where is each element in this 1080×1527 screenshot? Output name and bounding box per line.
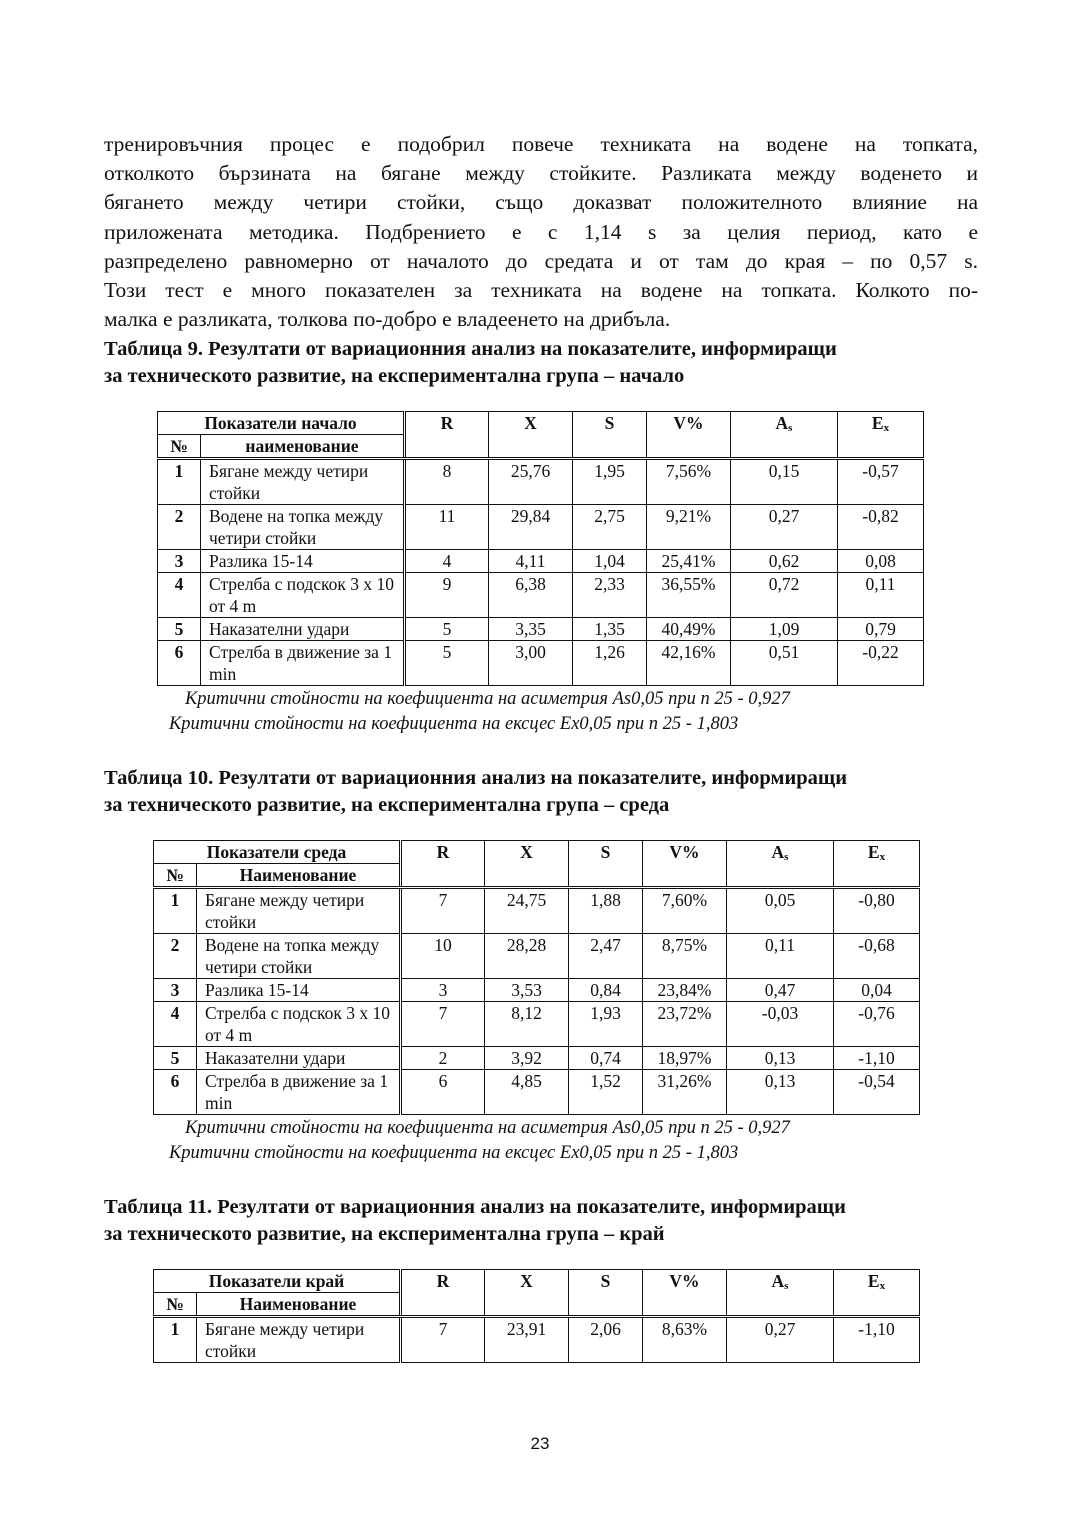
value-r: 3 (401, 979, 485, 1002)
value-ex: -1,10 (834, 1047, 920, 1070)
header-row (158, 412, 924, 435)
value-ex: 0,79 (838, 618, 924, 641)
value-x: 3,92 (485, 1047, 569, 1070)
value-v: 7,60% (643, 888, 727, 934)
col-v-header: V% (643, 841, 727, 888)
col-as-header-letter: A (771, 1271, 785, 1292)
value-s: 2,47 (569, 934, 643, 979)
value-v: 40,49% (647, 618, 731, 641)
row-number: 1 (158, 459, 201, 505)
value-as: 0,51 (731, 641, 838, 686)
value-as: 0,11 (727, 934, 834, 979)
value-x: 3,00 (489, 641, 573, 686)
value-ex: -0,80 (834, 888, 920, 934)
value-ex: -0,68 (834, 934, 920, 979)
table10-caption: Таблица 10. Резултати от вариационния анализ на показателите, информиращи за техническото развитие, на експериментална група – среда (104, 767, 848, 817)
value-x: 8,12 (485, 1002, 569, 1047)
value-x: 23,91 (485, 1317, 569, 1363)
value-ex: -0,54 (834, 1070, 920, 1115)
indicator-name: Наказателни удари (201, 618, 405, 641)
value-s: 1,93 (569, 1002, 643, 1047)
value-x: 6,38 (489, 573, 573, 618)
table-row (154, 1002, 920, 1047)
number-header: № (158, 435, 201, 459)
value-r: 5 (405, 618, 489, 641)
value-s: 2,75 (573, 505, 647, 550)
col-ex-header-subscript: x (879, 1280, 886, 1293)
indicator-name: Бягане между четири стойки (197, 888, 401, 934)
row-number: 2 (158, 505, 201, 550)
header-row (154, 841, 920, 864)
col-ex-header-letter: E (867, 1271, 880, 1292)
value-r: 11 (405, 505, 489, 550)
value-v: 18,97% (643, 1047, 727, 1070)
value-v: 42,16% (647, 641, 731, 686)
value-s: 1,35 (573, 618, 647, 641)
value-as: 0,05 (727, 888, 834, 934)
paragraph-line: приложената методика. Подбрението е с 1,14 s за целия период, като е (104, 219, 978, 244)
document-page (104, 130, 978, 1363)
col-v-header: V% (647, 412, 731, 459)
paragraph-line: малка е разликата, толкова по-добро е владеенето на дрибъла. (104, 307, 671, 332)
value-v: 31,26% (643, 1070, 727, 1115)
col-v-header: V% (643, 1270, 727, 1317)
table9-caption: Таблица 9. Резултати от вариационния анализ на показателите, информиращи за техническото развитие, на експериментална група – начало (104, 338, 837, 388)
paragraph-line: разпределено равномерно от началото до средата и от там до края – по 0,57 s. (104, 248, 978, 273)
col-r-header: R (401, 1270, 485, 1317)
value-x: 24,75 (485, 888, 569, 934)
table9-container (157, 411, 978, 686)
col-ex-header-letter: E (867, 842, 880, 863)
col-as-header (731, 412, 838, 459)
value-v: 23,84% (643, 979, 727, 1002)
col-s-header: S (573, 412, 647, 459)
table11-container (153, 1269, 978, 1363)
col-s-header: S (569, 1270, 643, 1317)
table-row (158, 550, 924, 573)
value-as: 0,62 (731, 550, 838, 573)
group-header: Показатели среда (154, 841, 401, 864)
paragraph-line: отколкото бързината на бягане между стойките. Разликата между воденето и (104, 161, 978, 186)
col-as-header (727, 841, 834, 888)
header-row (154, 1270, 920, 1293)
indicator-name: Стрелба в движение за 1 min (201, 641, 405, 686)
indicator-name: Водене на топка между четири стойки (201, 505, 405, 550)
value-ex: -0,76 (834, 1002, 920, 1047)
value-as: 0,27 (731, 505, 838, 550)
col-ex-header-letter: E (871, 413, 884, 434)
col-as-header-subscript: s (788, 422, 793, 435)
table-row (154, 1317, 920, 1363)
value-as: 0,27 (727, 1317, 834, 1363)
value-r: 7 (401, 1002, 485, 1047)
value-r: 2 (401, 1047, 485, 1070)
row-number: 1 (154, 888, 197, 934)
value-ex: 0,04 (834, 979, 920, 1002)
value-x: 25,76 (489, 459, 573, 505)
value-s: 0,74 (569, 1047, 643, 1070)
value-s: 1,88 (569, 888, 643, 934)
table-row (158, 573, 924, 618)
indicator-name: Бягане между четири стойки (201, 459, 405, 505)
row-number: 4 (154, 1002, 197, 1047)
table10-grid (153, 840, 920, 1115)
value-s: 1,26 (573, 641, 647, 686)
value-s: 1,04 (573, 550, 647, 573)
value-as: 0,13 (727, 1047, 834, 1070)
group-header: Показатели край (154, 1270, 401, 1293)
indicator-name: Стрелба в движение за 1 min (197, 1070, 401, 1115)
row-number: 5 (158, 618, 201, 641)
value-v: 23,72% (643, 1002, 727, 1047)
value-s: 2,06 (569, 1317, 643, 1363)
value-ex: 0,11 (838, 573, 924, 618)
name-header: Наименование (197, 1293, 401, 1317)
paragraph-line: бягането между четири стойки, също доказват положителното влияние на (104, 190, 978, 215)
value-ex: -0,57 (838, 459, 924, 505)
value-ex: -1,10 (834, 1317, 920, 1363)
row-number: 6 (158, 641, 201, 686)
name-header: наименование (201, 435, 405, 459)
table11-caption: Таблица 11. Резултати от вариационния анализ на показателите, информиращи за техническото развитие, на експериментална група – край (104, 1196, 846, 1246)
indicator-name: Разлика 15-14 (201, 550, 405, 573)
value-as: 0,13 (727, 1070, 834, 1115)
paragraph-line: Този тест е много показателен за техниката на водене на топката. Колкото по- (104, 278, 978, 303)
number-header: № (154, 864, 197, 888)
row-number: 1 (154, 1317, 197, 1363)
page-number: 23 (530, 1434, 550, 1453)
value-r: 7 (401, 1317, 485, 1363)
value-s: 2,33 (573, 573, 647, 618)
value-as: 0,15 (731, 459, 838, 505)
table-row (158, 459, 924, 505)
value-s: 0,84 (569, 979, 643, 1002)
col-x-header: X (489, 412, 573, 459)
name-header: Наименование (197, 864, 401, 888)
table9-grid (157, 411, 924, 686)
row-number: 3 (158, 550, 201, 573)
col-ex-header-subscript: x (883, 422, 890, 435)
value-ex: -0,82 (838, 505, 924, 550)
row-number: 5 (154, 1047, 197, 1070)
col-as-header (727, 1270, 834, 1317)
value-as: 0,47 (727, 979, 834, 1002)
value-r: 6 (401, 1070, 485, 1115)
value-v: 7,56% (647, 459, 731, 505)
value-x: 28,28 (485, 934, 569, 979)
table-row (154, 888, 920, 934)
value-v: 8,63% (643, 1317, 727, 1363)
indicator-name: Водене на топка между четири стойки (197, 934, 401, 979)
value-v: 8,75% (643, 934, 727, 979)
value-r: 4 (405, 550, 489, 573)
col-as-header-subscript: s (784, 1280, 789, 1293)
group-header: Показатели начало (158, 412, 405, 435)
value-as: -0,03 (727, 1002, 834, 1047)
col-as-header-subscript: s (784, 851, 789, 864)
table9-note-asymmetry: Критични стойности на коефициента на асиметрия As0,05 при n 25 - 0,927 (185, 689, 790, 710)
value-ex: 0,08 (838, 550, 924, 573)
indicator-name: Разлика 15-14 (197, 979, 401, 1002)
paragraph-line: тренировъчния процес е подобрил повече техниката на водене на топката, (104, 132, 978, 156)
row-number: 3 (154, 979, 197, 1002)
value-ex: -0,22 (838, 641, 924, 686)
table10-note-excess: Критични стойности на коефициента на ексцес Ex0,05 при n 25 - 1,803 (169, 1143, 739, 1164)
row-number: 2 (154, 934, 197, 979)
value-x: 3,53 (485, 979, 569, 1002)
col-as-header-letter: A (775, 413, 789, 434)
table-row (158, 641, 924, 686)
col-as-header-letter: A (771, 842, 785, 863)
value-r: 8 (405, 459, 489, 505)
value-r: 5 (405, 641, 489, 686)
value-x: 4,11 (489, 550, 573, 573)
table10-container (153, 840, 978, 1115)
col-r-header: R (401, 841, 485, 888)
indicator-name: Бягане между четири стойки (197, 1317, 401, 1363)
table9-note-excess: Критични стойности на коефициента на ексцес Ex0,05 при n 25 - 1,803 (169, 714, 739, 735)
col-x-header: X (485, 841, 569, 888)
table11-grid (153, 1269, 920, 1363)
table-row (158, 505, 924, 550)
value-r: 10 (401, 934, 485, 979)
table-row (154, 934, 920, 979)
value-s: 1,52 (569, 1070, 643, 1115)
col-s-header: S (569, 841, 643, 888)
value-s: 1,95 (573, 459, 647, 505)
col-x-header: X (485, 1270, 569, 1317)
value-x: 29,84 (489, 505, 573, 550)
value-v: 9,21% (647, 505, 731, 550)
value-x: 3,35 (489, 618, 573, 641)
col-ex-header (838, 412, 924, 459)
col-r-header: R (405, 412, 489, 459)
value-v: 25,41% (647, 550, 731, 573)
table-row (158, 618, 924, 641)
indicator-name: Стрелба с подскок 3 х 10 от 4 m (201, 573, 405, 618)
col-ex-header (834, 1270, 920, 1317)
value-r: 7 (401, 888, 485, 934)
table-row (154, 1070, 920, 1115)
value-as: 0,72 (731, 573, 838, 618)
table10-note-asymmetry: Критични стойности на коефициента на асиметрия As0,05 при n 25 - 0,927 (185, 1118, 790, 1139)
indicator-name: Наказателни удари (197, 1047, 401, 1070)
col-ex-header-subscript: x (879, 851, 886, 864)
value-v: 36,55% (647, 573, 731, 618)
row-number: 4 (158, 573, 201, 618)
table-row (154, 1047, 920, 1070)
value-x: 4,85 (485, 1070, 569, 1115)
value-r: 9 (405, 573, 489, 618)
row-number: 6 (154, 1070, 197, 1115)
body-paragraph (104, 130, 978, 334)
table-row (154, 979, 920, 1002)
indicator-name: Стрелба с подскок 3 х 10 от 4 m (197, 1002, 401, 1047)
col-ex-header (834, 841, 920, 888)
value-as: 1,09 (731, 618, 838, 641)
number-header: № (154, 1293, 197, 1317)
